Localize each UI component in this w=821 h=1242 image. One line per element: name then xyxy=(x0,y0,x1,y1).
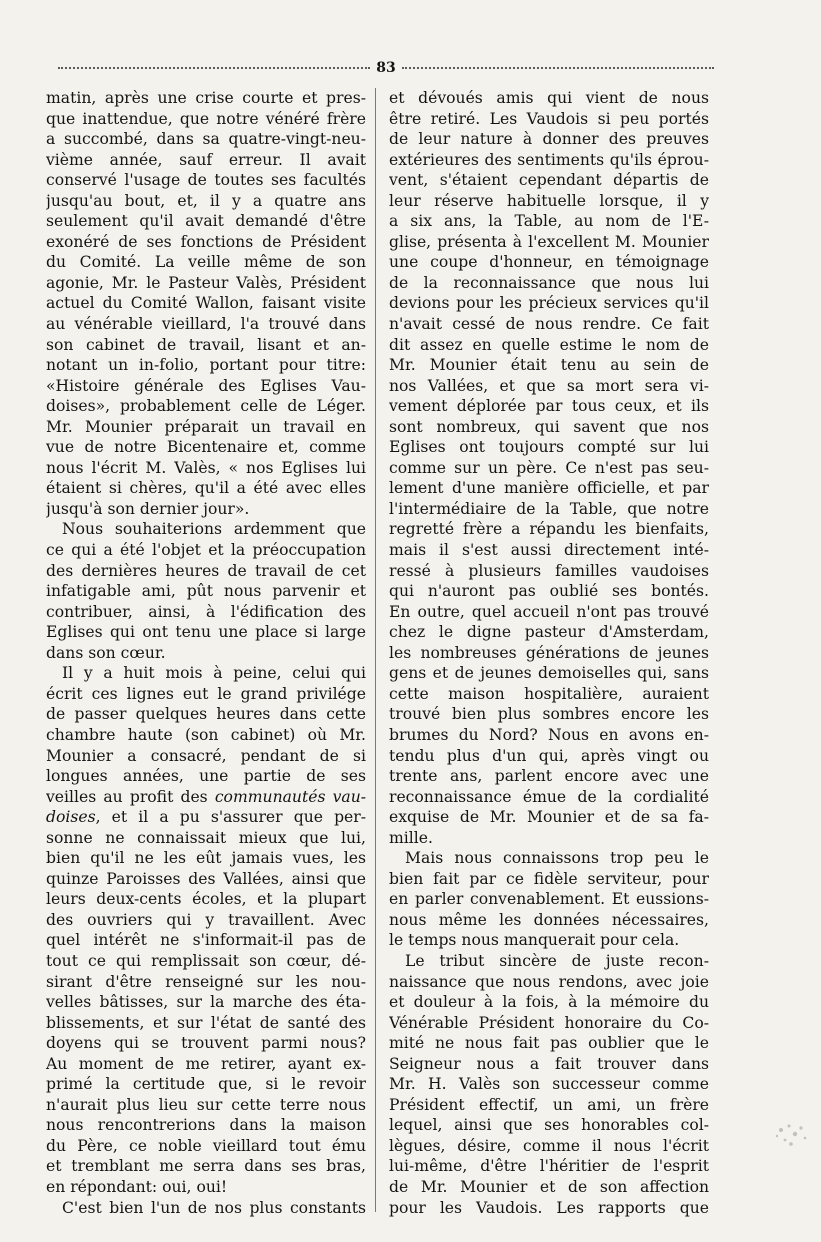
text-line: doises», probablement celle de Léger. xyxy=(46,397,366,416)
text-line: chez le digne pasteur d'Amsterdam, xyxy=(389,623,709,642)
page-number: 83 xyxy=(376,60,396,76)
text-line: tout ce qui remplissait son cœur, dé- xyxy=(46,951,366,970)
text-line: bien fait par ce fidèle serviteur, pour xyxy=(389,869,709,888)
text-line: de Mr. Mounier et de son affection xyxy=(389,1177,709,1196)
text-line: contribuer, ainsi, à l'édification des xyxy=(46,602,366,621)
text-line: longues années, une partie de ses xyxy=(46,767,366,786)
text-line: au vénérable vieillard, l'a trouvé dans xyxy=(46,315,366,334)
text-line: que inattendue, que notre vénéré frère xyxy=(46,109,366,128)
text-line: glise, présenta à l'excellent M. Mounier xyxy=(389,232,709,251)
text-line: comme sur un père. Ce n'est pas seu- xyxy=(389,458,709,477)
text-line: doyens qui se trouvent parmi nous? xyxy=(46,1034,366,1053)
page-header xyxy=(58,58,714,78)
text-line: velles bâtisses, sur la marche des éta- xyxy=(46,993,366,1012)
text-line: nous même les données nécessaires, xyxy=(389,910,709,929)
text-line: agonie, Mr. le Pasteur Valès, Président xyxy=(46,273,366,292)
text-line: Au moment de me retirer, ayant ex- xyxy=(46,1054,366,1073)
text-line: n'avait cessé de nous rendre. Ce fait xyxy=(389,315,709,334)
text-line: en parler convenablement. Et eussions- xyxy=(389,890,709,909)
text-line: nous l'écrit M. Valès, « nos Eglises lui xyxy=(46,458,366,477)
text-line: son cabinet de travail, lisant et an- xyxy=(46,335,366,354)
text-line: tendu plus d'un qui, après vingt ou xyxy=(389,746,709,765)
text-line: vième année, sauf erreur. Il avait xyxy=(46,150,366,169)
text-line: Il y a huit mois à peine, celui qui xyxy=(62,664,366,683)
text-line: n'aurait plus lieu sur cette terre nous xyxy=(46,1095,366,1114)
text-line: sonne ne connaissait mieux que lui, xyxy=(46,828,366,847)
text-line: infatigable ami, pût nous parvenir et xyxy=(46,582,366,601)
text-line: veilles au profit des communautés vau- xyxy=(46,787,366,806)
text-line: l'intermédiaire de la Table, que notre xyxy=(389,499,709,518)
text-line: dans son cœur. xyxy=(46,643,166,662)
text-line: a succombé, dans sa quatre-vingt-neu- xyxy=(46,130,366,149)
text-line: seulement qu'il avait demandé d'être xyxy=(46,212,366,231)
text-line: jusqu'au bout, et, il y a quatre ans xyxy=(46,191,366,210)
text-line: ce qui a été l'objet et la préoccupation xyxy=(46,541,366,560)
text-line: vue de notre Bicentenaire et, comme xyxy=(46,438,366,457)
text-line: lequel, ainsi que ses honorables col- xyxy=(389,1116,709,1135)
text-line: mité ne nous fait pas oublier que le xyxy=(389,1034,709,1053)
text-line: En outre, quel accueil n'ont pas trouvé xyxy=(389,602,709,621)
text-line: vement déplorée par tous ceux, et ils xyxy=(389,397,709,416)
text-line: quel intérêt ne s'informait-il pas de xyxy=(46,931,366,950)
text-line: a six ans, la Table, au nom de l'E- xyxy=(389,212,709,231)
text-line: des dernières heures de travail de cet xyxy=(46,561,366,580)
text-line: notant un in-folio, portant pour titre: xyxy=(46,356,366,375)
text-line: le temps nous manquerait pour cela. xyxy=(389,931,680,950)
text-line: Seigneur nous a fait trouver dans xyxy=(389,1054,709,1073)
text-line: jusqu'à son dernier jour». xyxy=(46,499,250,518)
text-line: leur réserve habituelle lorsque, il y xyxy=(389,191,709,210)
text-line: pour les Vaudois. Les rapports que xyxy=(389,1198,709,1217)
right-column xyxy=(389,88,709,1218)
header-rule-right xyxy=(402,67,714,69)
text-line: Le tribut sincère de juste recon- xyxy=(405,951,709,970)
text-line: du Comité. La veille même de son xyxy=(46,253,366,272)
text-line: et tremblant me serra dans ses bras, xyxy=(46,1157,366,1176)
text-line: étaient si chères, qu'il a été avec elles xyxy=(46,479,366,498)
text-line: Eglises ont toujours compté sur lui xyxy=(389,438,709,457)
text-line: lui-même, d'être l'héritier de l'esprit xyxy=(389,1157,709,1176)
text-line: nous rencontrerions dans la maison xyxy=(46,1116,366,1135)
text-line: en répondant: oui, oui! xyxy=(46,1177,228,1196)
column-divider xyxy=(375,88,376,1212)
text-line: leurs deux-cents écoles, et la plupart xyxy=(46,890,366,909)
text-line: être retiré. Les Vaudois si peu portés xyxy=(389,109,709,128)
text-line: Mr. H. Valès son successeur comme xyxy=(389,1075,709,1094)
text-line: Eglises qui ont tenu une place si large xyxy=(46,623,366,642)
text-line: des ouvriers qui y travaillent. Avec xyxy=(46,910,366,929)
text-line: de passer quelques heures dans cette xyxy=(46,705,366,724)
text-line: regretté frère a répandu les bienfaits, xyxy=(389,520,709,539)
text-line: Président effectif, un ami, un frère xyxy=(389,1095,709,1114)
page-stain xyxy=(761,1100,821,1160)
text-line: qui n'auront pas oublié ses bontés. xyxy=(389,582,709,601)
text-line: Mounier a consacré, pendant de si xyxy=(46,746,366,765)
text-line: Mais nous connaissons trop peu le xyxy=(405,849,709,868)
text-line: devions pour les précieux services qu'il xyxy=(389,294,709,313)
text-line: exquise de Mr. Mounier et de sa fa- xyxy=(389,808,709,827)
text-line: lement d'une manière officielle, et par xyxy=(389,479,709,498)
text-line: trente ans, parlent encore avec une xyxy=(389,767,709,786)
text-line: du Père, ce noble vieillard tout ému xyxy=(46,1136,366,1155)
text-line: reconnaissance émue de la cordialité xyxy=(389,787,709,806)
text-line: lègues, désire, comme il nous l'écrit xyxy=(389,1136,709,1155)
text-line: doises, et il a pu s'assurer que per- xyxy=(46,808,366,827)
text-line: Nous souhaiterions ardemment que xyxy=(62,520,366,539)
text-line: bien qu'il ne les eût jamais vues, les xyxy=(46,849,366,868)
text-line: quinze Paroisses des Vallées, ainsi que xyxy=(46,869,366,888)
text-line: ressé à plusieurs familles vaudoises xyxy=(389,561,709,580)
text-line: exonéré de ses fonctions de Président xyxy=(46,232,366,251)
text-line: brumes du Nord? Nous en avons en- xyxy=(389,725,709,744)
text-line: primé la certitude que, si le revoir xyxy=(46,1075,366,1094)
header-rule-left xyxy=(58,67,370,69)
left-column xyxy=(46,88,366,1218)
text-line: «Histoire générale des Eglises Vau- xyxy=(46,376,366,395)
text-line: matin, après une crise courte et pres- xyxy=(46,89,366,107)
text-line: C'est bien l'un de nos plus constants xyxy=(62,1198,366,1217)
text-line: vent, s'étaient cependant départis de xyxy=(389,171,709,190)
text-line: et dévoués amis qui vient de nous xyxy=(389,89,709,107)
text-line: blissements, et sur l'état de santé des xyxy=(46,1013,366,1032)
text-line: cette maison hospitalière, auraient xyxy=(389,684,709,703)
text-line: écrit ces lignes eut le grand privilége xyxy=(46,684,366,703)
text-line: sont nombreux, qui savent que nos xyxy=(389,417,709,436)
text-line: naissance que nous rendons, avec joie xyxy=(389,972,709,991)
text-line: chambre haute (son cabinet) où Mr. xyxy=(46,725,366,744)
text-line: de la reconnaissance que nous lui xyxy=(389,273,709,292)
text-line: une coupe d'honneur, en témoignage xyxy=(389,253,709,272)
text-line: Mr. Mounier préparait un travail en xyxy=(46,417,366,436)
text-line: extérieures des sentiments qu'ils éprou- xyxy=(389,150,709,169)
text-line: Mr. Mounier était tenu au sein de xyxy=(389,356,709,375)
text-line: conservé l'usage de toutes ses facultés xyxy=(46,171,366,190)
text-line: et douleur à la fois, à la mémoire du xyxy=(389,993,709,1012)
text-line: Vénérable Président honoraire du Co- xyxy=(389,1013,709,1032)
text-line: mais il s'est aussi directement inté- xyxy=(389,541,709,560)
text-line: gens et de jeunes demoiselles qui, sans xyxy=(389,664,709,683)
text-line: sirant d'être renseigné sur les nou- xyxy=(46,972,366,991)
text-line: les nombreuses générations de jeunes xyxy=(389,643,709,662)
text-line: trouvé bien plus sombres encore les xyxy=(389,705,709,724)
text-line: actuel du Comité Wallon, faisant visite xyxy=(46,294,366,313)
text-line: de leur nature à donner des preuves xyxy=(389,130,709,149)
text-line: nos Vallées, et que sa mort sera vi- xyxy=(389,376,709,395)
text-line: dit assez en quelle estime le nom de xyxy=(389,335,709,354)
text-line: mille. xyxy=(389,828,433,847)
